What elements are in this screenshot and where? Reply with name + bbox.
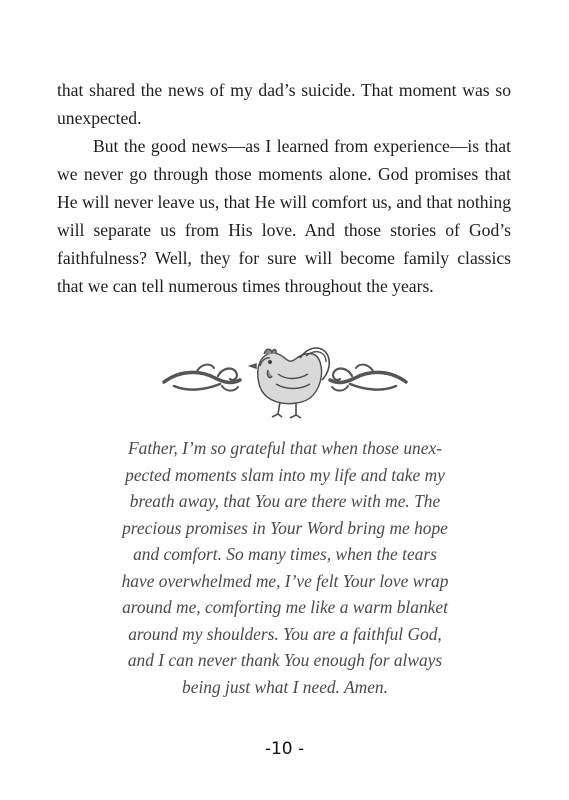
page-number: -10 - xyxy=(264,739,305,759)
rooster-ornament-icon xyxy=(160,340,410,420)
prayer-line: and comfort. So many times, when the tears xyxy=(133,544,437,564)
body-text xyxy=(57,76,511,300)
prayer-line: pected moments slam into my life and take my xyxy=(125,464,445,485)
prayer-line: around my shoulders. You are a faithful God, xyxy=(128,623,442,644)
prayer-line: being just what I need. Amen. xyxy=(182,676,388,697)
prayer-line: Father, I’m so grateful that when those unex- xyxy=(128,438,442,458)
prayer-text xyxy=(90,435,480,700)
prayer-line: breath away, that You are there with me. The xyxy=(129,491,441,511)
paragraph-1: that shared the news of my dad’s suicide. That moment was so unexpected. xyxy=(57,80,511,128)
prayer-line: precious promises in Your Word bring me hope xyxy=(122,517,448,538)
rooster-icon xyxy=(250,348,329,418)
right-scroll-icon xyxy=(330,372,406,382)
paragraph-2: But the good news—as I learned from experience—is that we never go through those moments alone. God promises that He will never leave us, that He will comfort us, and that nothing will separate us from His love. And those stories of God’s faithfulness? Well, they for sure will become family classics that we can tell numerous times throughout the years. xyxy=(57,136,511,296)
prayer-line: have overwhelmed me, I’ve felt Your love wrap xyxy=(121,570,449,591)
prayer-line: around me, comforting me like a warm blanket xyxy=(122,597,448,617)
left-scroll-icon xyxy=(164,372,240,382)
prayer-line: and I can never thank You enough for always xyxy=(127,650,443,670)
